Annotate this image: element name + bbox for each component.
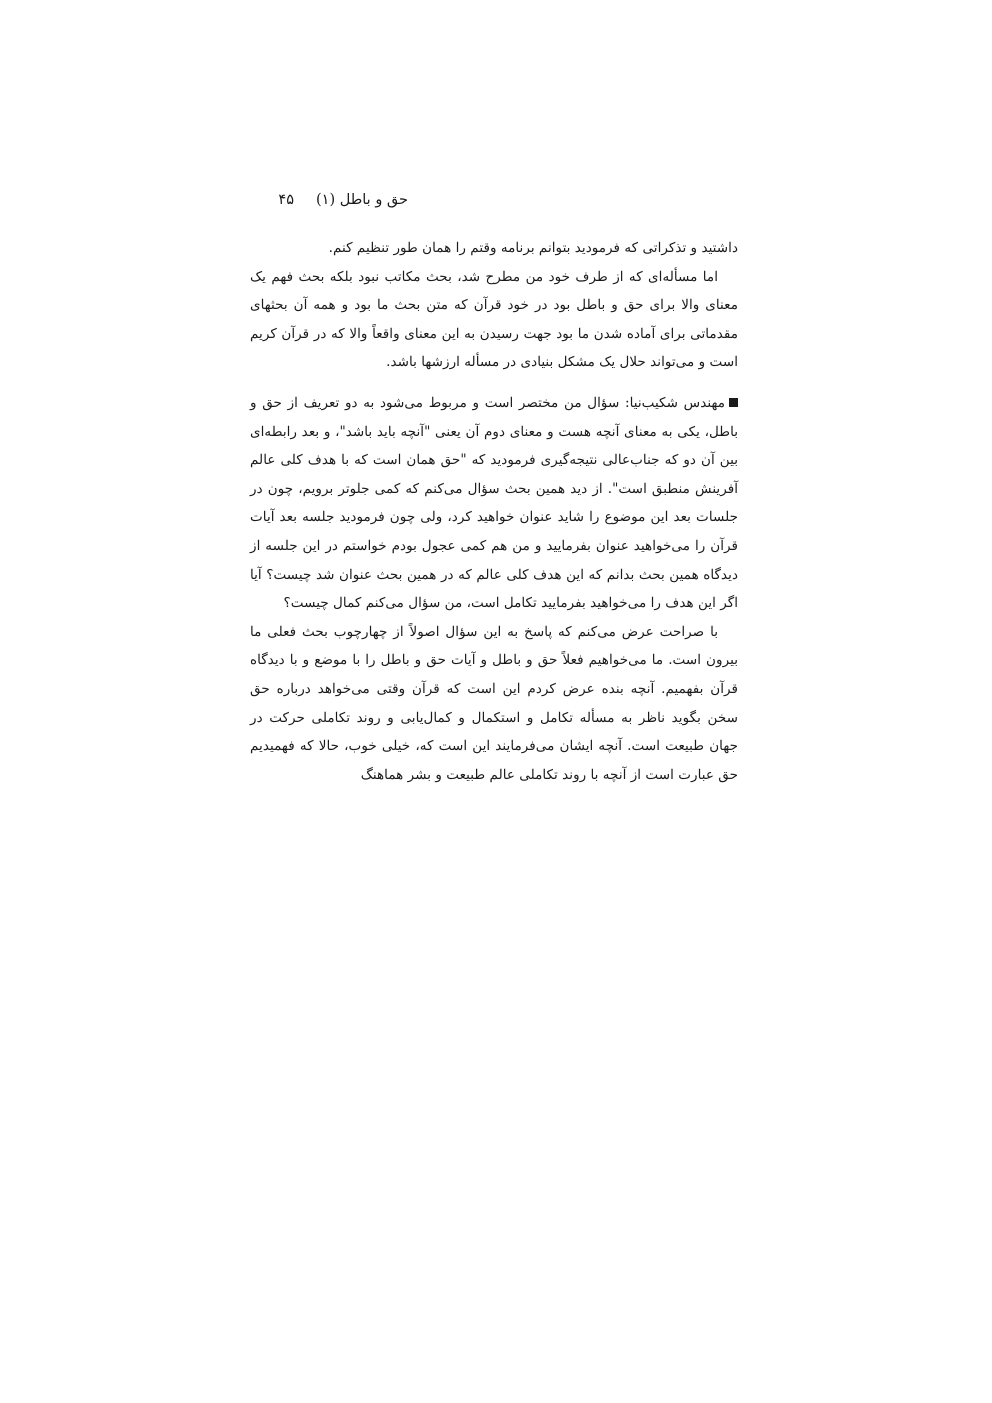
- question-text: مهندس شکیب‌نیا: سؤال من مختصر است و مربوط می‌شود به دو تعریف از حق و باطل، یکی به معنای آنچه هست و معنای دوم آن یعنی "آنچه باید باشد"، و بعد رابطه‌ای بین آن دو که جناب‌عالی نتیجه‌گیری فرمودید که "حق همان است که با هدف کلی عالم آفرینش منطبق است". از دید همین بحث سؤال می‌کنم که کمی جلوتر برویم، چون در جلسات بعد این موضوع را شاید عنوان خواهید کرد، ولی چون فرمودید جلسه بعد آیات قرآن را می‌خواهید عنوان بفرمایید و من هم کمی عجول بودم خواستم در این جلسه از دیدگاه همین بحث بدانم که این هدف کلی عالم که در همین بحث عنوان شد چیست؟ آیا اگر این هدف را می‌خواهید بفرمایید تکامل است، من سؤال می‌کنم کمال چیست؟: [250, 394, 738, 612]
- square-bullet-icon: [729, 398, 738, 407]
- body-text: [250, 234, 738, 789]
- paragraph-continuation: داشتید و تذکراتی که فرمودید بتوانم برنامه وقتم را همان طور تنظیم کنم.: [328, 240, 738, 256]
- chapter-title: حق و باطل (۱): [316, 192, 408, 208]
- paragraph-reply: با صراحت عرض می‌کنم که پاسخ به این سؤال اصولاً از چهارچوب بحث فعلی ما بیرون است. ما می‌خواهیم فعلاً حق و باطل و آیات حق و باطل را با موضع و با دیدگاه قرآن بفهمیم. آنچه بنده عرض کردم این است که قرآن وقتی می‌خواهد درباره حق سخن بگوید ناظر به مسأله تکامل و استکمال و کمال‌یابی و روند تکاملی حرکت در جهان طبیعت است. آنچه ایشان می‌فرمایند این است که، خیلی خوب، حالا که فهمیدیم حق عبارت است از آنچه با روند تکاملی عالم طبیعت و بشر هماهنگ: [250, 623, 738, 783]
- book-page: [250, 180, 738, 1120]
- paragraph-question: [250, 389, 738, 618]
- paragraph-speaker-answer: اما مسأله‌ای که از طرف خود من مطرح شد، بحث مکاتب نبود بلکه بحث فهم یک معنای والا برای حق و باطل بود در خود قرآن که متن بحث ما بود و همه آن بحثهای مقدماتی برای آماده شدن ما بود جهت رسیدن به این معنای واقعاً والا که در قرآن کریم است و می‌تواند حلال یک مشکل بنیادی در مسأله ارزشها باشد.: [250, 268, 738, 371]
- running-header: [248, 186, 408, 214]
- page-number: ۴۵: [278, 192, 294, 208]
